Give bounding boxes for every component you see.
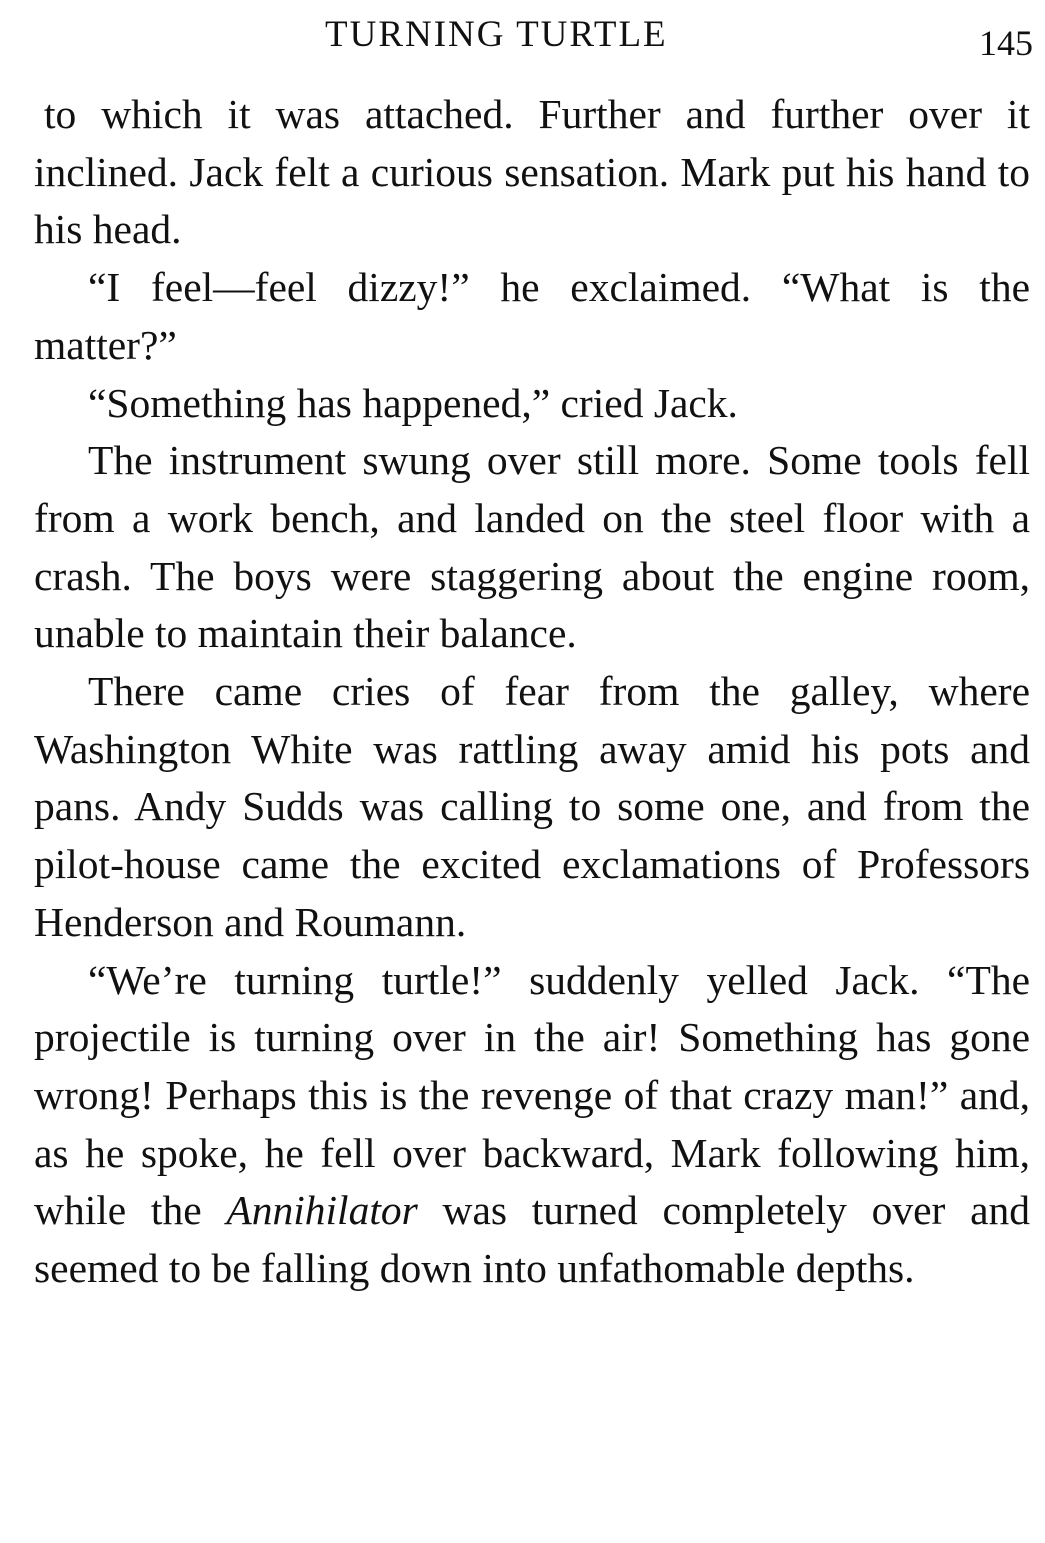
paragraph: “Something has happened,” cried Jack. xyxy=(88,379,738,426)
running-title: TURNING TURTLE xyxy=(325,14,668,55)
page-header xyxy=(0,10,1045,63)
paragraph-final xyxy=(34,952,1030,1298)
paragraph: to which it was attached. Further and further over it inclined. Jack felt a curious sensation. Mark put his hand to his head. xyxy=(34,91,1030,253)
paragraph-text: “We’re turning turtle!” suddenly yelled Jack. “The projectile is turning over in the air! Something has gone wrong! Perhaps this is the revenge of that crazy man!” and, as he spoke, he fell over backward, Mark following him, while the xyxy=(34,956,1030,1234)
paragraph-ending: was turned completely over and seemed to be falling down into unfathomable depths. xyxy=(34,1187,1031,1292)
paragraph: The instrument swung over still more. Some tools fell from a work bench, and landed on the steel floor with a crash. The boys were staggering about the engine room, unable to maintain their balance. xyxy=(34,437,1030,657)
body-text xyxy=(34,86,1030,1298)
paragraph: “I feel—feel dizzy!” he exclaimed. “What is the matter?” xyxy=(34,264,1030,368)
paragraph: There came cries of fear from the galley, where Washington White was rattling away amid his pots and pans. Andy Sudds was calling to some one, and from the pilot-house came the excited exclamations of Professors Henderson and Roumann. xyxy=(34,668,1030,945)
page-number: 145 xyxy=(979,23,1033,63)
ship-name: Annihilator xyxy=(226,1187,418,1234)
